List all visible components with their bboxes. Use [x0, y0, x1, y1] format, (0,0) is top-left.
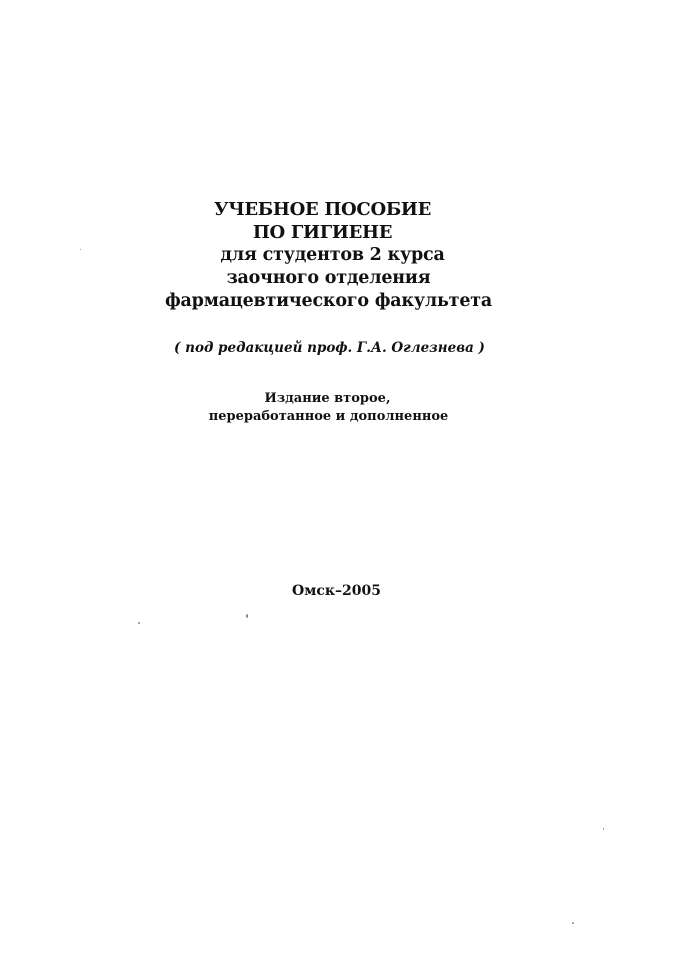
edition-line-1: Издание второе,	[264, 391, 391, 406]
book-title	[0, 198, 681, 313]
title-line-3: для студентов 2 курса	[220, 245, 445, 265]
city-year: Омск–2005	[292, 583, 381, 599]
scan-speck	[246, 614, 248, 618]
title-line-4: заочного отделения	[226, 268, 431, 288]
edition-note	[0, 390, 681, 426]
editor-credit: ( под редакцией проф. Г.А. Оглезнева )	[174, 340, 485, 356]
scan-speck	[138, 622, 140, 624]
title-line-1: УЧЕБНОЕ ПОСОБИЕ	[213, 199, 432, 220]
scan-speck	[80, 249, 81, 250]
edition-line-2: переработанное и дополненное	[208, 409, 449, 424]
title-line-5: фармацевтического факультета	[164, 291, 493, 311]
scan-speck	[572, 922, 574, 924]
title-line-2: ПО ГИГИЕНЕ	[252, 222, 393, 243]
scan-speck	[603, 828, 604, 830]
